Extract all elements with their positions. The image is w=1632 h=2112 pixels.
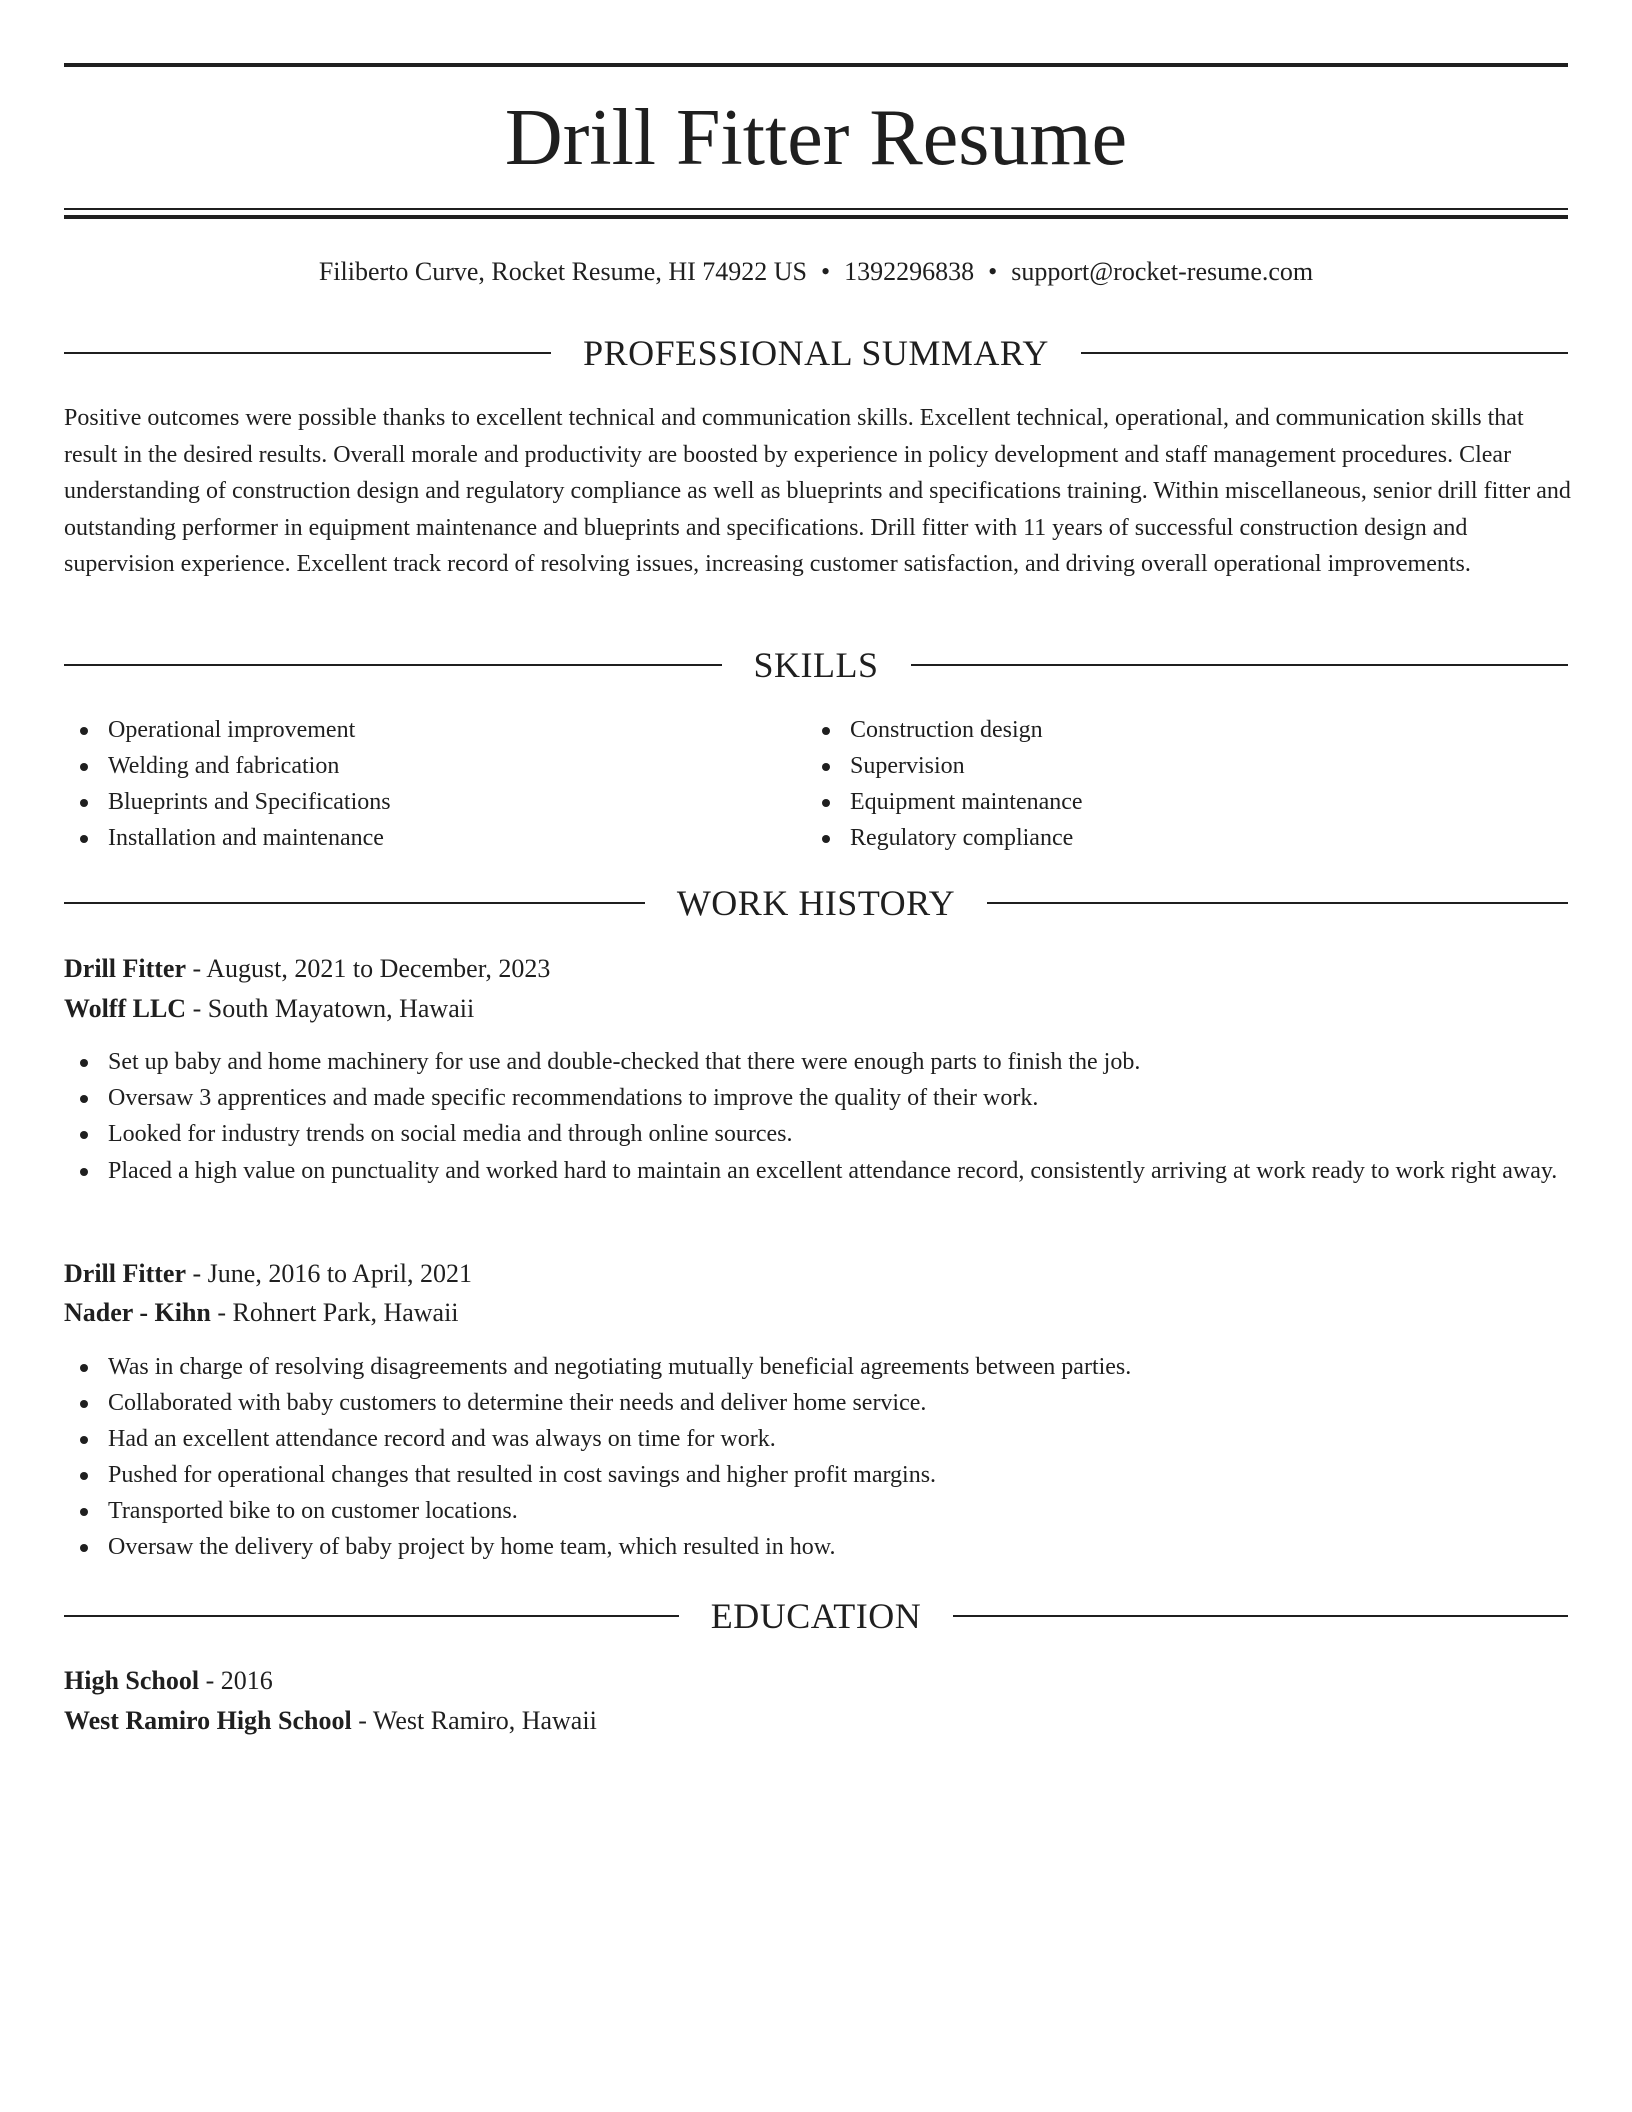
- heading-rule: [911, 664, 1569, 666]
- duty-item: Pushed for operational changes that resulted in cost savings and higher profit margins.: [64, 1457, 1568, 1493]
- education-degree-line: [64, 1662, 1568, 1700]
- duty-item: Placed a high value on punctuality and worked hard to maintain an excellent attendance record, consistently arriving at work ready to work right away.: [64, 1153, 1568, 1190]
- job-company: Nader - Kihn: [64, 1298, 211, 1327]
- contact-address: Filiberto Curve, Rocket Resume, HI 74922 US: [318, 257, 808, 286]
- skills-column-left: [64, 712, 806, 856]
- job-dates: - August, 2021 to December, 2023: [186, 954, 551, 983]
- duty-item: Looked for industry trends on social media and through online sources.: [64, 1116, 1568, 1152]
- section-title: EDUCATION: [710, 1596, 922, 1636]
- education-degree: High School: [64, 1666, 200, 1695]
- duty-item: Had an excellent attendance record and was always on time for work.: [64, 1421, 1568, 1457]
- education-school-line: [64, 1702, 1568, 1740]
- job-location: - Rohnert Park, Hawaii: [210, 1298, 459, 1327]
- education-location: - West Ramiro, Hawaii: [351, 1706, 597, 1735]
- duty-item: Was in charge of resolving disagreements and negotiating mutually beneficial agreements between parties.: [64, 1349, 1568, 1385]
- job-title-line: [64, 1255, 1568, 1293]
- contact-phone: 1392296838: [844, 257, 975, 286]
- summary-text: Positive outcomes were possible thanks to excellent technical and communication skills. Excellent technical, operational, and communication skills that result in the desired results. Overall morale and productivity are boosted by experience in policy development and staff management procedures. Clear understanding of construction design and regulatory compliance as well as blueprints and specifications training. Within miscellaneous, senior drill fitter and outstanding performer in equipment maintenance and blueprints and specifications. Drill fitter with 11 years of successful construction design and supervision experience. Excellent track record of resolving issues, increasing customer satisfaction, and driving overall operational improvements.: [64, 405, 1571, 577]
- education-school: West Ramiro High School: [64, 1706, 352, 1735]
- job-company-line: [64, 1294, 1568, 1332]
- section-heading-work: [64, 881, 1568, 925]
- skill-item: Operational improvement: [64, 712, 806, 748]
- job-duties-list: [64, 1349, 1568, 1565]
- job-company-line: [64, 990, 1568, 1028]
- section-heading-education: [64, 1594, 1568, 1638]
- heading-rule: [953, 1615, 1568, 1617]
- heading-rule: [987, 902, 1568, 904]
- heading-rule: [1081, 352, 1568, 354]
- heading-rule: [64, 1615, 679, 1617]
- duty-item: Set up baby and home machinery for use and double-checked that there were enough parts to finish the job.: [64, 1044, 1568, 1080]
- skill-item: Equipment maintenance: [806, 784, 1568, 820]
- skill-item: Installation and maintenance: [64, 820, 806, 856]
- section-title: SKILLS: [753, 645, 879, 685]
- heading-rule: [64, 352, 551, 354]
- heading-rule: [64, 664, 722, 666]
- top-rule: [64, 63, 1568, 67]
- section-title: PROFESSIONAL SUMMARY: [583, 333, 1049, 373]
- skill-item: Blueprints and Specifications: [64, 784, 806, 820]
- contact-email: support@rocket-resume.com: [1011, 257, 1314, 286]
- education-year: - 2016: [199, 1666, 273, 1695]
- job-title: Drill Fitter: [64, 954, 186, 983]
- job-title-line: [64, 950, 1568, 988]
- duty-item: Transported bike to on customer locations.: [64, 1493, 1568, 1529]
- title-rule-thin: [64, 208, 1568, 210]
- duty-item: Collaborated with baby customers to determine their needs and deliver home service.: [64, 1385, 1568, 1421]
- skill-item: Welding and fabrication: [64, 748, 806, 784]
- job-location: - South Mayatown, Hawaii: [186, 994, 475, 1023]
- job-duties-list: [64, 1044, 1568, 1190]
- duty-item: Oversaw 3 apprentices and made specific recommendations to improve the quality of their work.: [64, 1080, 1568, 1116]
- section-heading-skills: [64, 643, 1568, 687]
- contact-separator: •: [988, 257, 998, 286]
- resume-title: Drill Fitter Resume: [504, 94, 1128, 182]
- skill-item: Construction design: [806, 712, 1568, 748]
- skill-item: Regulatory compliance: [806, 820, 1568, 856]
- skill-item: Supervision: [806, 748, 1568, 784]
- skills-column-right: [806, 712, 1568, 856]
- section-title: WORK HISTORY: [676, 883, 956, 923]
- title-rule-thick: [64, 215, 1568, 219]
- section-heading-summary: [64, 331, 1568, 375]
- heading-rule: [64, 902, 645, 904]
- job-dates: - June, 2016 to April, 2021: [186, 1259, 472, 1288]
- contact-line: [64, 254, 1568, 290]
- job-company: Wolff LLC: [64, 994, 187, 1023]
- duty-item: Oversaw the delivery of baby project by home team, which resulted in how.: [64, 1529, 1568, 1565]
- job-title: Drill Fitter: [64, 1259, 186, 1288]
- contact-separator: •: [821, 257, 831, 286]
- skills-list: [64, 712, 1568, 856]
